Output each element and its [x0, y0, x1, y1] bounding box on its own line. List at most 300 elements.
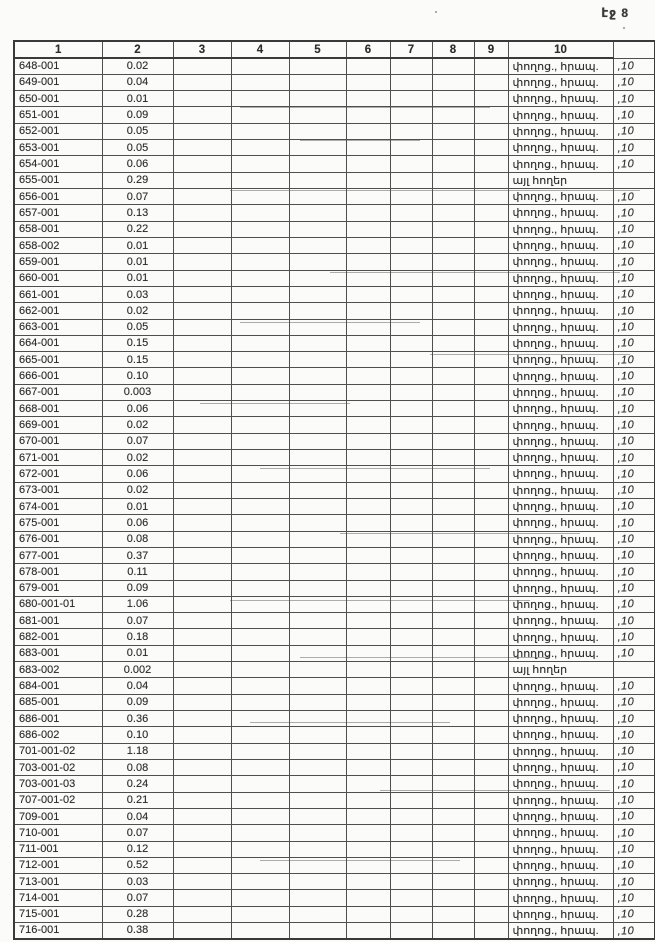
land-use-cell: փողոց., հրապ.	[508, 613, 613, 629]
table-row	[14, 515, 655, 531]
empty-cell	[173, 890, 231, 906]
table-row	[14, 841, 655, 857]
land-use-cell: փողոց., հրապ.	[508, 205, 613, 221]
column-header-10: 10	[508, 41, 613, 58]
parcel-code-cell: 662-001	[14, 303, 102, 319]
parcel-code-cell: 707-001-02	[14, 792, 102, 808]
area-value-cell: 0.36	[102, 711, 173, 727]
column-header-3: 3	[173, 41, 231, 58]
empty-cell	[173, 743, 231, 759]
parcel-code-cell: 716-001	[14, 923, 102, 939]
empty-cell	[474, 205, 508, 221]
margin-mark: ,10	[613, 204, 655, 222]
empty-cell	[474, 515, 508, 531]
empty-cell	[432, 221, 474, 237]
empty-cell	[346, 727, 390, 743]
empty-cell	[432, 547, 474, 563]
empty-cell	[346, 596, 390, 612]
margin-mark: ,10	[613, 106, 655, 124]
parcel-code-cell: 715-001	[14, 906, 102, 922]
margin-mark: ,10	[613, 139, 655, 157]
empty-cell	[474, 286, 508, 302]
parcel-code-cell: 714-001	[14, 890, 102, 906]
empty-cell	[390, 808, 432, 824]
empty-cell	[231, 874, 289, 890]
empty-cell	[390, 874, 432, 890]
empty-cell	[173, 417, 231, 433]
parcel-code-cell: 701-001-02	[14, 743, 102, 759]
table-row	[14, 221, 655, 237]
empty-cell	[173, 270, 231, 286]
empty-cell	[432, 857, 474, 873]
empty-cell	[390, 368, 432, 384]
empty-cell	[346, 776, 390, 792]
margin-mark: ,10	[613, 384, 655, 402]
empty-cell	[390, 450, 432, 466]
empty-cell	[346, 417, 390, 433]
land-use-cell: փողոց., հրապ.	[508, 417, 613, 433]
empty-cell	[474, 711, 508, 727]
empty-cell	[432, 645, 474, 661]
parcel-code-cell: 673-001	[14, 482, 102, 498]
empty-cell	[390, 857, 432, 873]
empty-cell	[390, 890, 432, 906]
empty-cell	[289, 401, 346, 417]
empty-cell	[289, 58, 346, 74]
table-body	[14, 58, 655, 939]
empty-cell	[432, 172, 474, 188]
empty-cell	[173, 123, 231, 139]
empty-cell	[432, 189, 474, 205]
area-value-cell: 0.07	[102, 825, 173, 841]
margin-mark: ,10	[613, 808, 655, 826]
margin-mark: ,10	[613, 302, 655, 320]
empty-cell	[474, 531, 508, 547]
empty-cell	[173, 450, 231, 466]
table-row	[14, 792, 655, 808]
table-row	[14, 711, 655, 727]
empty-cell	[231, 433, 289, 449]
empty-cell	[390, 319, 432, 335]
empty-cell	[173, 74, 231, 90]
empty-cell	[346, 711, 390, 727]
empty-cell	[346, 466, 390, 482]
parcel-code-cell: 671-001	[14, 450, 102, 466]
area-value-cell: 0.07	[102, 433, 173, 449]
land-use-cell: փողոց., հրապ.	[508, 629, 613, 645]
parcel-code-cell: 663-001	[14, 319, 102, 335]
empty-cell	[474, 450, 508, 466]
empty-cell	[432, 156, 474, 172]
empty-cell	[432, 58, 474, 74]
area-value-cell: 0.06	[102, 401, 173, 417]
empty-cell	[390, 156, 432, 172]
parcel-code-cell: 713-001	[14, 874, 102, 890]
empty-cell	[231, 808, 289, 824]
parcel-code-cell: 648-001	[14, 58, 102, 74]
margin-mark: ,10	[613, 237, 655, 255]
empty-cell	[390, 629, 432, 645]
empty-cell	[390, 58, 432, 74]
empty-cell	[474, 547, 508, 563]
empty-cell	[173, 58, 231, 74]
empty-cell	[390, 205, 432, 221]
land-use-cell: փողոց., հրապ.	[508, 384, 613, 400]
empty-cell	[173, 254, 231, 270]
empty-cell	[474, 580, 508, 596]
empty-cell	[231, 107, 289, 123]
empty-cell	[173, 564, 231, 580]
empty-cell	[346, 482, 390, 498]
empty-cell	[474, 74, 508, 90]
empty-cell	[390, 792, 432, 808]
empty-cell	[474, 237, 508, 253]
land-use-cell: փողոց., հրապ.	[508, 808, 613, 824]
empty-cell	[289, 515, 346, 531]
empty-cell	[289, 368, 346, 384]
parcel-code-cell: 660-001	[14, 270, 102, 286]
parcel-code-cell: 658-001	[14, 221, 102, 237]
empty-cell	[231, 319, 289, 335]
empty-cell	[432, 792, 474, 808]
empty-cell	[474, 384, 508, 400]
parcel-code-cell: 681-001	[14, 613, 102, 629]
empty-cell	[173, 923, 231, 939]
empty-cell	[231, 384, 289, 400]
empty-cell	[173, 662, 231, 678]
parcel-code-cell: 667-001	[14, 384, 102, 400]
empty-cell	[231, 531, 289, 547]
empty-cell	[346, 580, 390, 596]
margin-mark: ,10	[613, 889, 655, 907]
empty-cell	[173, 303, 231, 319]
parcel-code-cell: 711-001	[14, 841, 102, 857]
area-value-cell: 0.04	[102, 74, 173, 90]
empty-cell	[231, 759, 289, 775]
empty-cell	[289, 727, 346, 743]
parcel-code-cell: 664-001	[14, 335, 102, 351]
area-value-cell: 0.05	[102, 319, 173, 335]
empty-cell	[289, 808, 346, 824]
empty-cell	[474, 645, 508, 661]
empty-cell	[432, 841, 474, 857]
empty-cell	[390, 466, 432, 482]
empty-cell	[474, 841, 508, 857]
empty-cell	[390, 515, 432, 531]
land-use-cell: փողոց., հրապ.	[508, 123, 613, 139]
empty-cell	[231, 156, 289, 172]
table-row	[14, 270, 655, 286]
land-use-cell: փողոց., հրապ.	[508, 906, 613, 922]
empty-cell	[173, 466, 231, 482]
empty-cell	[231, 172, 289, 188]
land-use-cell: փողոց., հրապ.	[508, 450, 613, 466]
table-row	[14, 205, 655, 221]
empty-cell	[231, 254, 289, 270]
empty-cell	[231, 613, 289, 629]
empty-cell	[289, 841, 346, 857]
margin-mark: ,10	[613, 367, 655, 385]
empty-cell	[289, 466, 346, 482]
area-value-cell: 0.09	[102, 107, 173, 123]
margin-mark: ,10	[613, 791, 655, 809]
empty-cell	[432, 596, 474, 612]
table-row	[14, 303, 655, 319]
empty-cell	[231, 776, 289, 792]
empty-cell	[231, 547, 289, 563]
empty-cell	[346, 433, 390, 449]
empty-cell	[173, 727, 231, 743]
empty-cell	[346, 368, 390, 384]
land-use-cell: փողոց., հրապ.	[508, 156, 613, 172]
margin-mark: ,10	[613, 759, 655, 777]
empty-cell	[231, 498, 289, 514]
table-row	[14, 662, 655, 678]
empty-cell	[173, 91, 231, 107]
area-value-cell: 0.08	[102, 759, 173, 775]
empty-cell	[289, 221, 346, 237]
empty-cell	[474, 694, 508, 710]
table-row	[14, 156, 655, 172]
land-use-cell: փողոց., հրապ.	[508, 58, 613, 74]
empty-cell	[474, 221, 508, 237]
margin-mark: ,10	[613, 596, 655, 614]
empty-cell	[432, 74, 474, 90]
empty-cell	[289, 564, 346, 580]
area-value-cell: 0.22	[102, 221, 173, 237]
empty-cell	[289, 498, 346, 514]
margin-mark: ,10	[613, 873, 655, 891]
empty-cell	[390, 678, 432, 694]
empty-cell	[346, 237, 390, 253]
land-use-cell: փողոց., հրապ.	[508, 221, 613, 237]
parcel-code-cell: 657-001	[14, 205, 102, 221]
empty-cell	[289, 352, 346, 368]
empty-cell	[346, 923, 390, 939]
empty-cell	[173, 857, 231, 873]
empty-cell	[474, 58, 508, 74]
empty-cell	[231, 205, 289, 221]
empty-cell	[346, 189, 390, 205]
margin-mark: ,10	[613, 90, 655, 108]
empty-cell	[390, 335, 432, 351]
margin-mark: ,10	[613, 220, 655, 238]
empty-cell	[346, 172, 390, 188]
land-use-cell: փողոց., հրապ.	[508, 531, 613, 547]
area-value-cell: 0.02	[102, 58, 173, 74]
land-use-cell: փողոց., հրապ.	[508, 792, 613, 808]
area-value-cell: 0.07	[102, 613, 173, 629]
margin-mark: ,10	[613, 318, 655, 336]
margin-mark: ,10	[613, 579, 655, 597]
empty-cell	[474, 433, 508, 449]
empty-cell	[346, 874, 390, 890]
empty-cell	[390, 564, 432, 580]
area-value-cell: 0.09	[102, 580, 173, 596]
empty-cell	[432, 482, 474, 498]
table-row	[14, 531, 655, 547]
empty-cell	[432, 498, 474, 514]
empty-cell	[390, 352, 432, 368]
column-header-9: 9	[474, 41, 508, 58]
area-value-cell: 0.18	[102, 629, 173, 645]
margin-mark: ,10	[613, 253, 655, 271]
empty-cell	[474, 417, 508, 433]
empty-cell	[432, 270, 474, 286]
area-value-cell: 0.02	[102, 303, 173, 319]
empty-cell	[474, 613, 508, 629]
margin-mark: ,10	[613, 286, 655, 304]
land-use-cell: փողոց., հրապ.	[508, 564, 613, 580]
empty-cell	[289, 123, 346, 139]
area-value-cell: 0.03	[102, 286, 173, 302]
parcel-code-cell: 683-002	[14, 662, 102, 678]
empty-cell	[231, 237, 289, 253]
table-row	[14, 58, 655, 74]
empty-cell	[289, 857, 346, 873]
empty-cell	[346, 645, 390, 661]
table-row	[14, 335, 655, 351]
parcel-code-cell: 651-001	[14, 107, 102, 123]
empty-cell	[289, 759, 346, 775]
parcel-code-cell: 653-001	[14, 140, 102, 156]
land-use-cell: փողոց., հրապ.	[508, 498, 613, 514]
margin-mark: ,10	[613, 906, 655, 924]
margin-mark: ,10	[613, 400, 655, 418]
empty-cell	[474, 857, 508, 873]
empty-cell	[173, 694, 231, 710]
empty-cell	[346, 662, 390, 678]
area-value-cell: 0.01	[102, 237, 173, 253]
table-row	[14, 91, 655, 107]
empty-cell	[289, 792, 346, 808]
area-value-cell: 0.003	[102, 384, 173, 400]
empty-cell	[474, 678, 508, 694]
empty-cell	[474, 629, 508, 645]
empty-cell	[390, 547, 432, 563]
land-use-cell: փողոց., հրապ.	[508, 368, 613, 384]
empty-cell	[432, 433, 474, 449]
table-row	[14, 776, 655, 792]
empty-cell	[474, 759, 508, 775]
empty-cell	[432, 107, 474, 123]
land-use-cell: փողոց., հրապ.	[508, 74, 613, 90]
empty-cell	[432, 727, 474, 743]
land-use-cell: փողոց., հրապ.	[508, 694, 613, 710]
empty-cell	[289, 335, 346, 351]
parcel-code-cell: 679-001	[14, 580, 102, 596]
empty-cell	[432, 237, 474, 253]
margin-mark: ,10	[613, 416, 655, 434]
empty-cell	[474, 825, 508, 841]
empty-cell	[390, 221, 432, 237]
margin-spacer	[613, 41, 655, 58]
empty-cell	[346, 221, 390, 237]
empty-cell	[231, 662, 289, 678]
empty-cell	[231, 221, 289, 237]
parcel-code-cell: 709-001	[14, 808, 102, 824]
empty-cell	[474, 335, 508, 351]
margin-mark: ,10	[613, 514, 655, 532]
table-row	[14, 450, 655, 466]
empty-cell	[474, 596, 508, 612]
empty-cell	[432, 352, 474, 368]
empty-cell	[173, 156, 231, 172]
empty-cell	[390, 286, 432, 302]
empty-cell	[231, 923, 289, 939]
empty-cell	[346, 792, 390, 808]
empty-cell	[231, 450, 289, 466]
empty-cell	[432, 711, 474, 727]
land-use-cell: փողոց., հրապ.	[508, 711, 613, 727]
land-use-cell: փողոց., հրապ.	[508, 596, 613, 612]
land-use-cell: փողոց., հրապ.	[508, 91, 613, 107]
empty-cell	[173, 792, 231, 808]
empty-cell	[173, 107, 231, 123]
margin-mark: ,10	[613, 188, 655, 206]
table-row	[14, 107, 655, 123]
area-value-cell: 0.08	[102, 531, 173, 547]
empty-cell	[390, 613, 432, 629]
table-row	[14, 580, 655, 596]
empty-cell	[346, 156, 390, 172]
margin-mark: ,10	[613, 693, 655, 711]
empty-cell	[289, 319, 346, 335]
empty-cell	[173, 580, 231, 596]
table-row	[14, 759, 655, 775]
empty-cell	[173, 401, 231, 417]
empty-cell	[289, 923, 346, 939]
empty-cell	[289, 140, 346, 156]
area-value-cell: 0.38	[102, 923, 173, 939]
area-value-cell: 0.05	[102, 123, 173, 139]
empty-cell	[173, 776, 231, 792]
empty-cell	[289, 384, 346, 400]
empty-cell	[346, 319, 390, 335]
table-row	[14, 596, 655, 612]
area-value-cell: 0.10	[102, 368, 173, 384]
land-use-cell: այլ հողեր	[508, 662, 613, 678]
parcel-code-cell: 668-001	[14, 401, 102, 417]
empty-cell	[432, 450, 474, 466]
margin-mark: ,10	[613, 612, 655, 630]
empty-cell	[289, 596, 346, 612]
empty-cell	[231, 417, 289, 433]
empty-cell	[173, 629, 231, 645]
empty-cell	[289, 156, 346, 172]
table-row	[14, 482, 655, 498]
table-row	[14, 384, 655, 400]
empty-cell	[346, 629, 390, 645]
empty-cell	[432, 335, 474, 351]
empty-cell	[474, 189, 508, 205]
parcel-code-cell: 672-001	[14, 466, 102, 482]
scan-speck	[435, 11, 437, 13]
parcel-code-cell: 676-001	[14, 531, 102, 547]
land-use-cell: փողոց., հրապ.	[508, 303, 613, 319]
column-header-6: 6	[346, 41, 390, 58]
empty-cell	[390, 743, 432, 759]
empty-cell	[390, 759, 432, 775]
empty-cell	[289, 711, 346, 727]
empty-cell	[289, 531, 346, 547]
empty-cell	[346, 384, 390, 400]
empty-cell	[390, 711, 432, 727]
area-value-cell: 0.01	[102, 254, 173, 270]
land-use-cell: փողոց., հրապ.	[508, 743, 613, 759]
table-row	[14, 923, 655, 939]
empty-cell	[173, 352, 231, 368]
